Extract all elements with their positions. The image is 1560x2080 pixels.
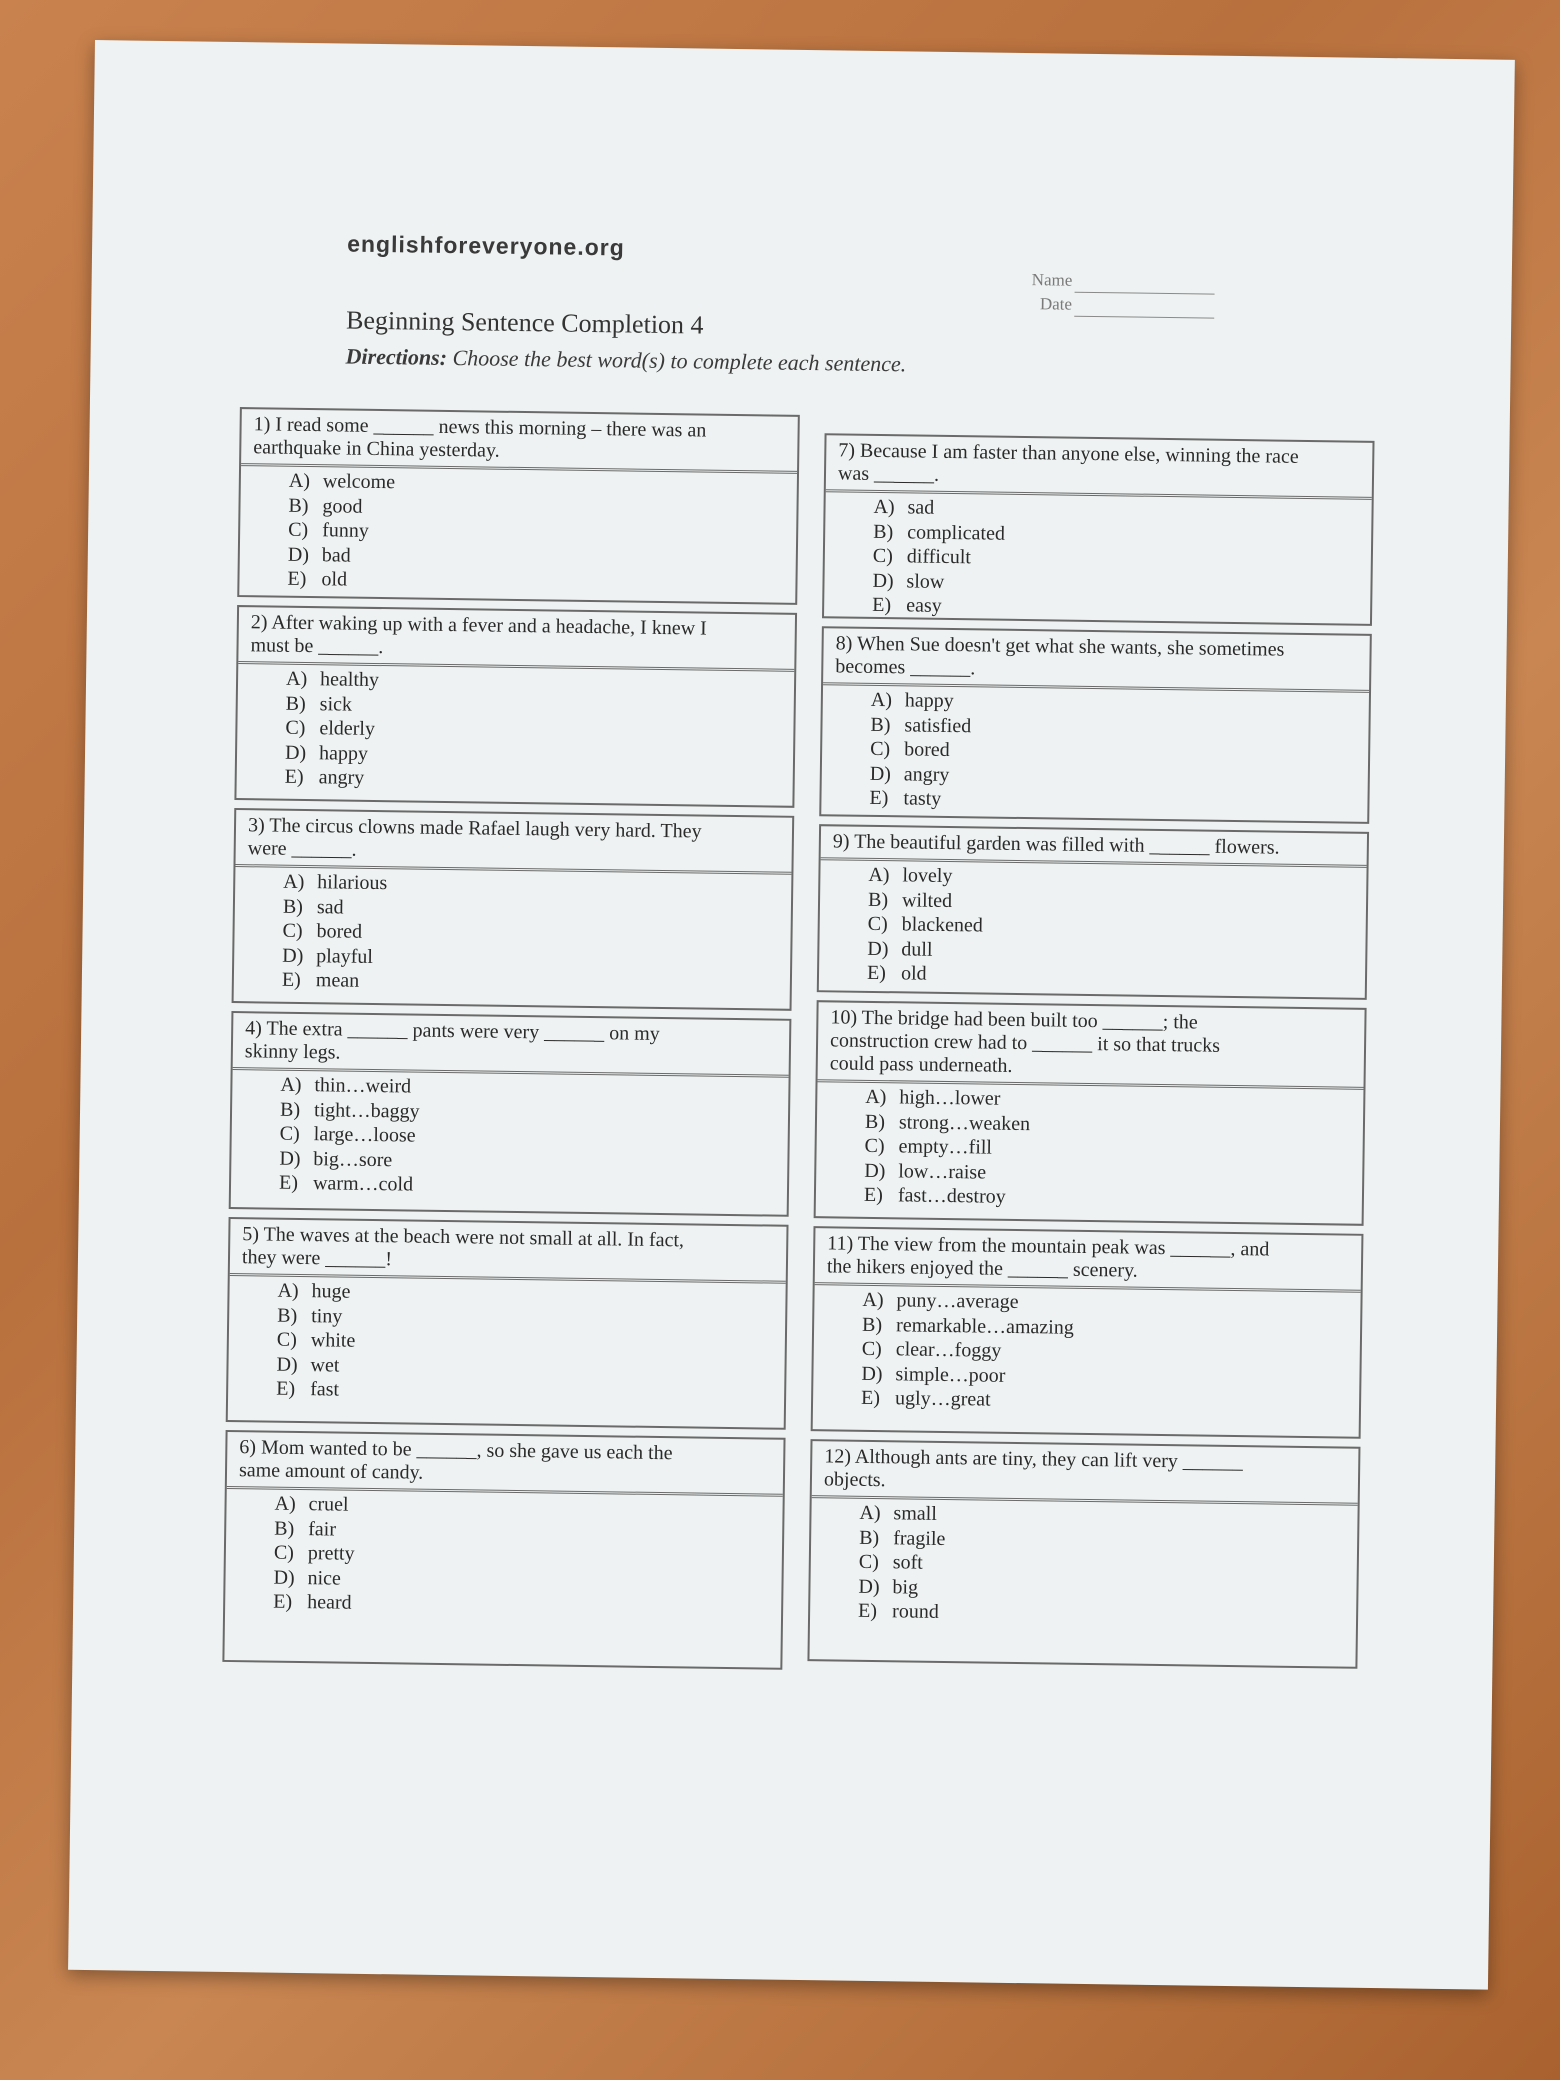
- option-text: satisfied: [904, 713, 972, 737]
- question-box-12: [807, 1439, 1360, 1669]
- option-text: complicated: [907, 520, 1006, 545]
- option-letter: B): [861, 1313, 883, 1336]
- option-letter: E): [276, 1378, 296, 1401]
- option-letter: C): [872, 545, 894, 568]
- option-letter: B): [867, 888, 889, 911]
- option-letter: C): [858, 1551, 879, 1574]
- option-letter: B): [274, 1517, 295, 1540]
- option-text: big: [892, 1576, 919, 1599]
- question-text: 10) The bridge had been built too ______; the construction crew had to ______ it so that trucks could pass underneath.: [818, 1002, 1365, 1090]
- option-text: cruel: [308, 1493, 349, 1516]
- option-letter: D): [864, 1159, 886, 1182]
- answer-options: [234, 867, 792, 1002]
- option-text: warm…cold: [312, 1172, 414, 1196]
- option-text: empty…fill: [898, 1135, 993, 1159]
- option-text: hilarious: [317, 871, 388, 895]
- directions: [345, 344, 906, 378]
- option-text: bad: [321, 543, 351, 567]
- option-letter: C): [870, 738, 891, 761]
- question-text: 2) After waking up with a fever and a headache, I knew I must be ______.: [238, 607, 795, 672]
- option-text: nice: [307, 1566, 342, 1590]
- option-text: angry: [318, 766, 365, 790]
- question-text: 8) When Sue doesn't get what she wants, she sometimes becomes ______.: [823, 628, 1370, 693]
- option-letter: A): [285, 667, 308, 691]
- option-letter: E): [284, 766, 304, 789]
- option-text: white: [310, 1329, 356, 1352]
- question-box-9: [817, 824, 1369, 1000]
- option-letter: D): [287, 543, 310, 566]
- option-letter: A): [868, 863, 890, 887]
- option-letter: D): [273, 1566, 295, 1589]
- option-text: pretty: [307, 1542, 355, 1565]
- option-text: heard: [307, 1591, 352, 1615]
- option-letter: A): [277, 1279, 299, 1302]
- option-letter: E): [863, 1184, 883, 1207]
- option-letter: E): [857, 1600, 878, 1623]
- question-text: 12) Although ants are tiny, they can lift very ______ objects.: [812, 1441, 1359, 1506]
- option-letter: C): [273, 1541, 295, 1565]
- option-text: tiny: [311, 1304, 343, 1328]
- question-text: 1) I read some ______ news this morning – there was an earthquake in China yesterday.: [241, 409, 798, 474]
- option-letter: B): [282, 895, 304, 918]
- answer-options: [239, 466, 797, 601]
- date-label: Date: [1039, 294, 1073, 314]
- option-letter: A): [280, 1073, 302, 1096]
- answer-options: [237, 664, 795, 799]
- option-letter: B): [873, 520, 894, 543]
- name-date-fields: [1031, 268, 1214, 319]
- option-text: happy: [318, 741, 369, 765]
- option-text: large…loose: [313, 1123, 416, 1147]
- option-text: big…sore: [313, 1147, 393, 1172]
- directions-label: Directions:: [345, 343, 448, 370]
- question-box-7: [822, 433, 1375, 626]
- option-text: mean: [315, 969, 360, 993]
- option-text: tight…baggy: [313, 1098, 420, 1123]
- option-letter: E): [860, 1387, 881, 1410]
- option-text: sad: [316, 895, 344, 919]
- option-text: good: [322, 494, 363, 518]
- question-text: 6) Mom wanted to be ______, so she gave us each the same amount of candy.: [227, 1432, 784, 1497]
- option-text: bored: [316, 920, 363, 944]
- option-text: sad: [907, 496, 935, 519]
- option-letter: E): [278, 1172, 299, 1195]
- option-letter: D): [858, 1575, 880, 1598]
- option-text: clear…foggy: [895, 1338, 1002, 1362]
- question-text: 4) The extra ______ pants were very ______ on my skinny legs.: [233, 1013, 790, 1078]
- answer-options: [810, 1498, 1358, 1633]
- question-box-5: [226, 1217, 789, 1430]
- option-letter: A): [859, 1501, 881, 1525]
- directions-text: Choose the best word(s) to complete each sentence.: [446, 344, 907, 377]
- option-letter: D): [867, 937, 889, 960]
- option-text: strong…weaken: [898, 1110, 1031, 1135]
- option-text: bored: [904, 738, 950, 762]
- question-box-10: [814, 1000, 1367, 1226]
- option-letter: D): [276, 1353, 298, 1376]
- option-letter: B): [285, 692, 306, 715]
- option-text: blackened: [901, 913, 983, 937]
- option-text: fair: [308, 1517, 337, 1541]
- option-text: tasty: [903, 787, 942, 811]
- option-letter: D): [282, 944, 304, 967]
- option-text: welcome: [322, 470, 396, 494]
- option-letter: C): [282, 919, 303, 943]
- option-text: small: [893, 1502, 938, 1525]
- question-box-4: [229, 1011, 792, 1217]
- option-letter: C): [285, 716, 306, 740]
- option-text: simple…poor: [895, 1363, 1006, 1387]
- answer-options: [228, 1276, 786, 1411]
- option-letter: D): [284, 741, 307, 764]
- option-text: happy: [904, 689, 954, 713]
- option-text: soft: [892, 1551, 923, 1574]
- question-text: 9) The beautiful garden was filled with ______ flowers.: [821, 826, 1367, 868]
- option-letter: E): [287, 568, 307, 591]
- option-text: ugly…great: [894, 1387, 991, 1412]
- option-letter: D): [279, 1147, 301, 1170]
- question-box-8: [819, 626, 1372, 824]
- answer-options: [816, 1082, 1364, 1217]
- option-text: fast…destroy: [897, 1184, 1006, 1209]
- question-box-3: [232, 808, 795, 1011]
- option-text: high…lower: [899, 1086, 1001, 1110]
- option-letter: E): [872, 594, 892, 617]
- question-text: 7) Because I am faster than anyone else, winning the race was ______.: [826, 435, 1373, 500]
- option-letter: A): [865, 1085, 887, 1109]
- option-text: thin…weird: [314, 1074, 412, 1098]
- option-text: lovely: [902, 864, 953, 888]
- answer-options: [225, 1489, 783, 1624]
- answer-options: [821, 685, 1369, 820]
- answer-options: [231, 1070, 789, 1205]
- option-text: fast: [310, 1378, 340, 1401]
- option-letter: C): [864, 1135, 885, 1158]
- option-letter: C): [867, 913, 888, 936]
- option-letter: B): [277, 1304, 298, 1327]
- option-text: huge: [311, 1280, 351, 1303]
- option-text: elderly: [319, 717, 376, 741]
- question-box-6: [222, 1430, 785, 1670]
- option-letter: A): [274, 1492, 296, 1515]
- name-label: Name: [1031, 270, 1073, 290]
- option-letter: C): [288, 518, 309, 542]
- option-letter: B): [870, 713, 891, 736]
- option-letter: B): [288, 494, 309, 517]
- option-letter: C): [279, 1122, 300, 1146]
- option-letter: B): [279, 1098, 301, 1121]
- option-text: wet: [310, 1353, 340, 1377]
- option-text: sick: [319, 692, 353, 716]
- site-name: englishforeveryone.org: [347, 230, 625, 261]
- worksheet-page: [68, 40, 1515, 1990]
- option-letter: B): [859, 1526, 880, 1549]
- question-box-1: [237, 407, 800, 605]
- option-letter: A): [283, 870, 305, 894]
- option-letter: C): [276, 1328, 298, 1352]
- option-text: healthy: [319, 668, 380, 692]
- question-box-11: [811, 1226, 1364, 1439]
- option-text: old: [321, 568, 348, 591]
- option-letter: A): [873, 495, 895, 519]
- option-letter: D): [872, 569, 894, 592]
- option-text: easy: [906, 594, 942, 618]
- option-letter: E): [866, 962, 887, 985]
- option-letter: A): [862, 1288, 884, 1312]
- option-text: slow: [906, 570, 945, 593]
- option-text: angry: [903, 763, 950, 786]
- option-text: playful: [316, 944, 374, 968]
- option-letter: C): [861, 1338, 882, 1361]
- answer-options: [819, 860, 1367, 995]
- name-field[interactable]: [1074, 274, 1214, 295]
- question-box-2: [234, 605, 797, 808]
- option-letter: A): [288, 469, 311, 493]
- question-text: 3) The circus clowns made Rafael laugh very hard. They were ______.: [235, 810, 792, 875]
- date-field[interactable]: [1074, 298, 1214, 319]
- question-text: 5) The waves at the beach were not small at all. In fact, they were ______!: [230, 1219, 787, 1284]
- option-text: remarkable…amazing: [895, 1313, 1074, 1339]
- answer-options: [824, 492, 1372, 627]
- option-text: difficult: [906, 545, 972, 569]
- option-text: puny…average: [896, 1289, 1019, 1314]
- option-letter: E): [869, 787, 889, 810]
- option-text: funny: [322, 519, 369, 543]
- option-letter: B): [864, 1110, 886, 1133]
- option-letter: D): [869, 762, 892, 785]
- worksheet-title: Beginning Sentence Completion 4: [345, 305, 704, 340]
- option-text: dull: [901, 938, 933, 961]
- option-text: fragile: [893, 1526, 946, 1550]
- option-text: low…raise: [898, 1160, 987, 1184]
- option-text: old: [900, 962, 927, 986]
- option-text: round: [891, 1600, 939, 1624]
- question-text: 11) The view from the mountain peak was ______, and the hikers enjoyed the ______ scenery.: [815, 1228, 1362, 1293]
- option-text: wilted: [901, 888, 953, 912]
- option-letter: A): [870, 688, 893, 712]
- option-letter: E): [281, 969, 301, 992]
- option-letter: D): [861, 1362, 883, 1385]
- option-letter: E): [273, 1591, 293, 1614]
- answer-options: [813, 1285, 1361, 1420]
